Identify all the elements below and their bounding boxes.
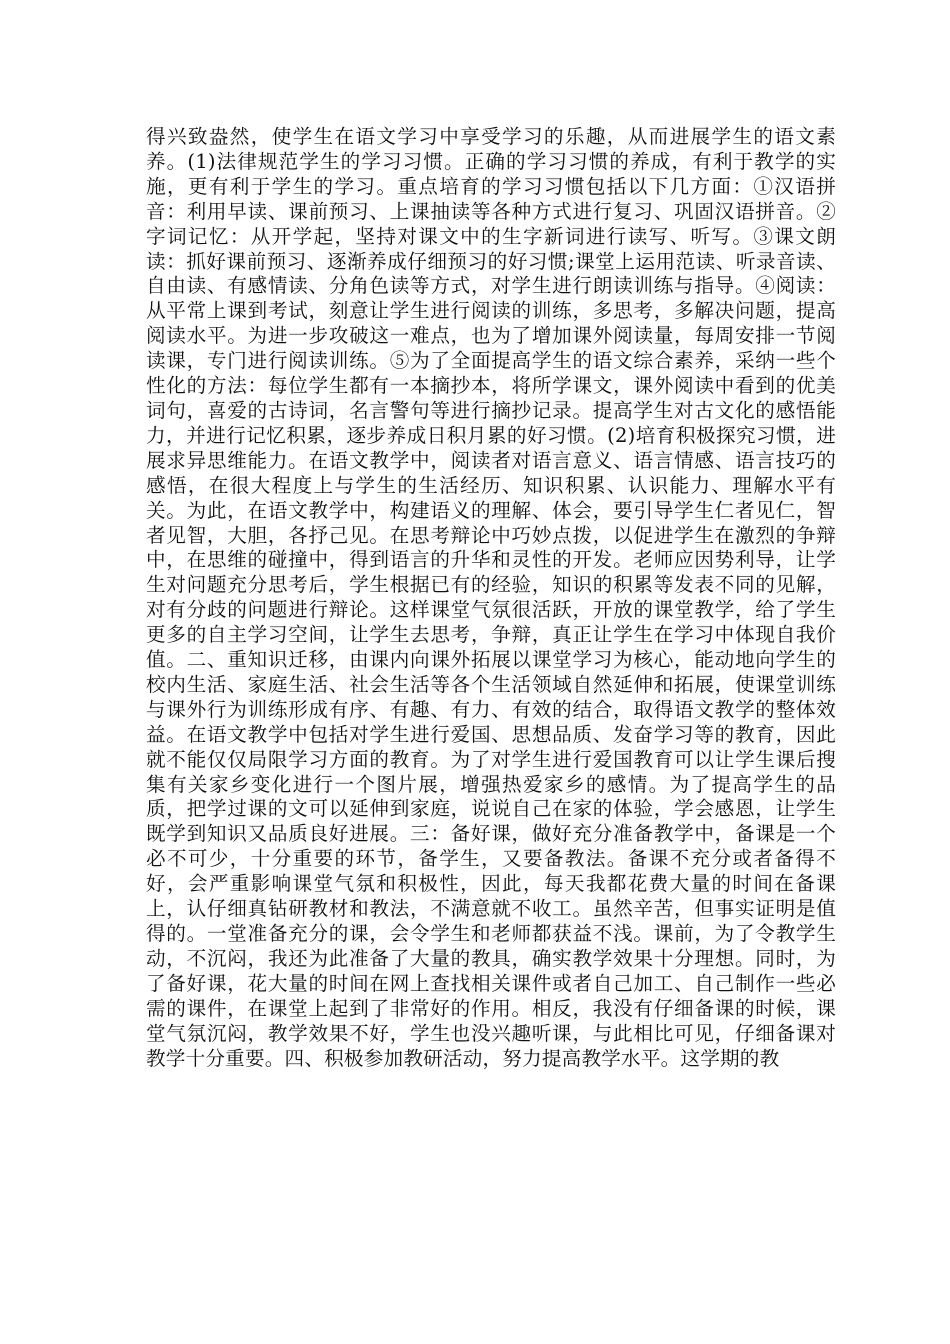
body-paragraph: 得兴致盎然，使学生在语文学习中享受学习的乐趣，从而进展学生的语文素养。(1)法律规范学生的学习习惯。正确的学习习惯的养成，有利于教学的实施，更有利于学生的学习。重点培育的学习习惯包括以下几方面：①汉语拼音：利用早读、课前预习、上课抽读等各种方式进行复习、巩固汉语拼音。②字词记忆：从开学起，坚持对课文中的生字新词进行读写、听写。③课文朗读：抓好课前预习、逐渐养成仔细预习的好习惯;课堂上运用范读、听录音读、自由读、有感情读、分角色读等方式，对学生进行朗读训练与指导。④阅读：从平常上课到考试，刻意让学生进行阅读的训练，多思考，多解决问题，提高阅读水平。为进一步攻破这一难点，也为了增加课外阅读量，每周安排一节阅读课，专门进行阅读训练。⑤为了全面提高学生的语文综合素养，采纳一些个性化的方法：每位学生都有一本摘抄本，将所学课文，课外阅读中看到的优美词句，喜爱的古诗词，名言警句等进行摘抄记录。提高学生对古文化的感悟能力，并进行记忆积累，逐步养成日积月累的好习惯。(2)培育积极探究习惯，进展求异思维能力。在语文教学中，阅读者对语言意义、语言情感、语言技巧的感悟，在很大程度上与学生的生活经历、知识积累、认识能力、理解水平有关。为此，在语文教学中，构建语义的理解、体会，要引导学生仁者见仁，智者见智，大胆，各抒己见。在思考辩论中巧妙点拨，以促进学生在激烈的争辩中，在思维的碰撞中，得到语言的升华和灵性的开发。老师应因势利导，让学生对问题充分思考后，学生根据已有的经验，知识的积累等发表不同的见解，对有分歧的问题进行辩论。这样课堂气氛很活跃，开放的课堂教学，给了学生更多的自主学习空间，让学生去思考，争辩，真正让学生在学习中体现自我价值。二、重知识迁移，由课内向课外拓展以课堂学习为核心，能动地向学生的校内生活、家庭生活、社会生活等各个生活领域自然延伸和拓展，使课堂训练与课外行为训练形成有序、有趣、有力、有效的结合，取得语文教学的整体效益。在语文教学中包括对学生进行爱国、思想品质、发奋学习等的教育，因此就不能仅仅局限学习方面的教育。为了对学生进行爱国教育可以让学生课后搜集有关家乡变化进行一个图片展，增强热爱家乡的感情。为了提高学生的品质，把学过课的文可以延伸到家庭，说说自己在家的体验，学会感恩，让学生 既学到知识又品质良好进展。三：备好课，做好充分准备教学中，备课是一个必不可少，十分重要的环节，备学生，又要备教法。备课不充分或者备得不好，会严重影响课堂气氛和积极性，因此，每天我都花费大量的时间在备课上，认仔细真钻研教材和教法，不满意就不收工。虽然辛苦，但事实证明是值得的。一堂准备充分的课，会令学生和老师都获益不浅。课前，为了令教学生动，不沉闷，我还为此准备了大量的教具，确实教学效果十分理想。同时，为了备好课，花大量的时间在网上查找相关课件或者自己加工、自己制作一些必需的课件，在课堂上起到了非常好的作用。相反，我没有仔细备课的时候，课堂气氛沉闷，教学效果不好，学生也没兴趣听课，与此相比可见，仔细备课对教学十分重要。四、积极参加教研活动，努力提高教学水平。这学期的教 [146,125,836,1070]
